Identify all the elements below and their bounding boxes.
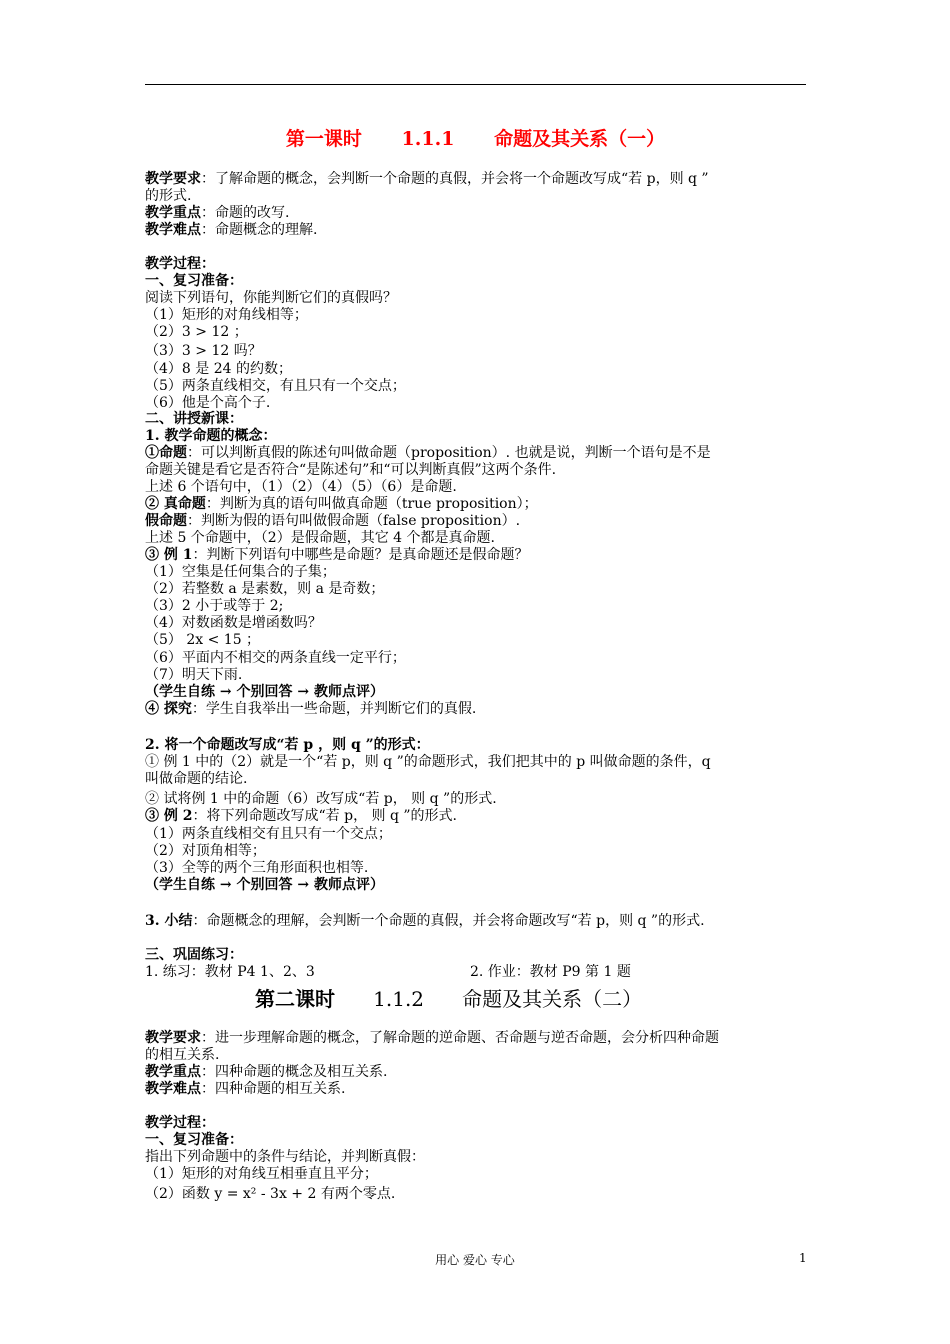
list-item: （3）3 > 12 吗？ [145, 343, 262, 359]
lesson1-section1-heading: 一、复习准备： [145, 273, 243, 289]
lesson1-requirement: 教学要求：了解命题的概念，会判断一个命题的真假，并会将一个命题改写成“若 p，则 q ” [145, 171, 709, 187]
lesson1-part1-heading: 1. 教学命题的概念： [145, 428, 277, 444]
list-item: （6）他是个高个子. [145, 395, 271, 411]
lesson1-title: 第一课时 1.1.1 命题及其关系（一） [285, 128, 666, 150]
lesson1-flow-2: （学生自练 → 个别回答 → 教师点评） [145, 877, 384, 893]
part2-line: ② 试将例 1 中的命题（6）改写成“若 p， 则 q ”的形式. [145, 791, 497, 807]
explore-line: ④ 探究：学生自我举出一些命题，并判断它们的真假. [145, 701, 477, 717]
concept-true-proposition: ② 真命题：判断为真的语句叫做真命题（true proposition）； [145, 496, 538, 512]
list-item: （2）3 > 12 ； [145, 324, 248, 340]
list-item: （5）两条直线相交，有且只有一个交点； [145, 378, 406, 394]
concept-proposition: ①命题：可以判断真假的陈述句叫做命题（proposition）. 也就是说，判断一个语句是不是 [145, 445, 711, 461]
lesson1-part2-heading: 2. 将一个命题改写成“若 p ，则 q ”的形式： [145, 737, 430, 753]
part2-line: ① 例 1 中的（2）就是一个“若 p，则 q ”的命题形式，我们把其中的 p 叫做命题的条件，q [145, 754, 711, 770]
lesson1-process-heading: 教学过程： [145, 256, 215, 272]
lesson2-difficulty: 教学难点：四种命题的相互关系. [145, 1081, 346, 1097]
list-item: （1）矩形的对角线互相垂直且平分； [145, 1166, 378, 1182]
list-item: （1）两条直线相交有且只有一个交点； [145, 826, 392, 842]
lesson1-section3-heading: 三、巩固练习： [145, 947, 243, 963]
lesson1-difficulty: 教学难点：命题概念的理解. [145, 222, 318, 238]
list-item: （1）矩形的对角线相等； [145, 307, 308, 323]
lesson2-process-heading: 教学过程： [145, 1115, 215, 1131]
practice-homework: 2. 作业：教材 P9 第 1 题 [470, 964, 631, 980]
list-item: （6）平面内不相交的两条直线一定平行； [145, 650, 406, 666]
lesson2-key-point: 教学重点：四种命题的概念及相互关系. [145, 1064, 388, 1080]
lesson1-section2-heading: 二、讲授新课： [145, 411, 243, 427]
concept-false-note: 上述 5 个命题中，（2）是假命题，其它 4 个都是真命题. [145, 530, 495, 546]
header-rule [145, 84, 806, 85]
lesson1-summary: 3. 小结：命题概念的理解，会判断一个命题的真假，并会将命题改写“若 p，则 q ”的形式. [145, 913, 705, 929]
list-item: （2）函数 y = x² - 3x + 2 有两个零点. [145, 1186, 396, 1202]
lesson2-title: 第二课时 1.1.2 命题及其关系（二） [255, 987, 643, 1011]
example1-heading: ③ 例 1：判断下列语句中哪些是命题？是真命题还是假命题？ [145, 547, 529, 563]
list-item: （3）2 小于或等于 2; [145, 598, 284, 614]
example2-heading: ③ 例 2：将下列命题改写成“若 p， 则 q ”的形式. [145, 808, 457, 824]
concept-proposition-cont: 命题关键是看它是否符合“是陈述句”和“可以判断真假”这两个条件. [145, 462, 557, 478]
list-item: （3）全等的两个三角形面积也相等. [145, 860, 369, 876]
lesson1-requirement-cont: 的形式. [145, 188, 192, 204]
lesson2-requirement: 教学要求：进一步理解命题的概念，了解命题的逆命题、否命题与逆否命题，会分析四种命题 [145, 1030, 719, 1046]
list-item: （7）明天下雨. [145, 667, 243, 683]
concept-false-proposition: 假命题：判断为假的语句叫做假命题（false proposition）. [145, 513, 521, 529]
lesson2-requirement-cont: 的相互关系. [145, 1047, 220, 1063]
list-item: （4）8 是 24 的约数； [145, 361, 292, 377]
list-item: （4）对数函数是增函数吗？ [145, 615, 322, 631]
concept-proposition-note: 上述 6 个语句中，（1）（2）（4）（5）（6）是命题. [145, 479, 457, 495]
lesson1-key-point: 教学重点：命题的改写. [145, 205, 290, 221]
lesson2-review-intro: 指出下列命题中的条件与结论，并判断真假： [145, 1149, 425, 1165]
lesson2-section1-heading: 一、复习准备： [145, 1132, 243, 1148]
list-item: （1）空集是任何集合的子集； [145, 564, 336, 580]
list-item: （2）对顶角相等； [145, 843, 266, 859]
part2-line: 叫做命题的结论. [145, 771, 248, 787]
lesson1-flow-1: （学生自练 → 个别回答 → 教师点评） [145, 684, 384, 700]
list-item: （5） 2x < 15 ； [145, 632, 261, 648]
footer-motto: 用心 爱心 专心 [435, 1253, 515, 1267]
practice-exercise: 1. 练习：教材 P4 1、2、3 [145, 964, 315, 980]
lesson1-review-intro: 阅读下列语句，你能判断它们的真假吗？ [145, 290, 397, 306]
list-item: （2）若整数 a 是素数，则 a 是奇数； [145, 581, 385, 597]
page-number: 1 [799, 1251, 807, 1265]
